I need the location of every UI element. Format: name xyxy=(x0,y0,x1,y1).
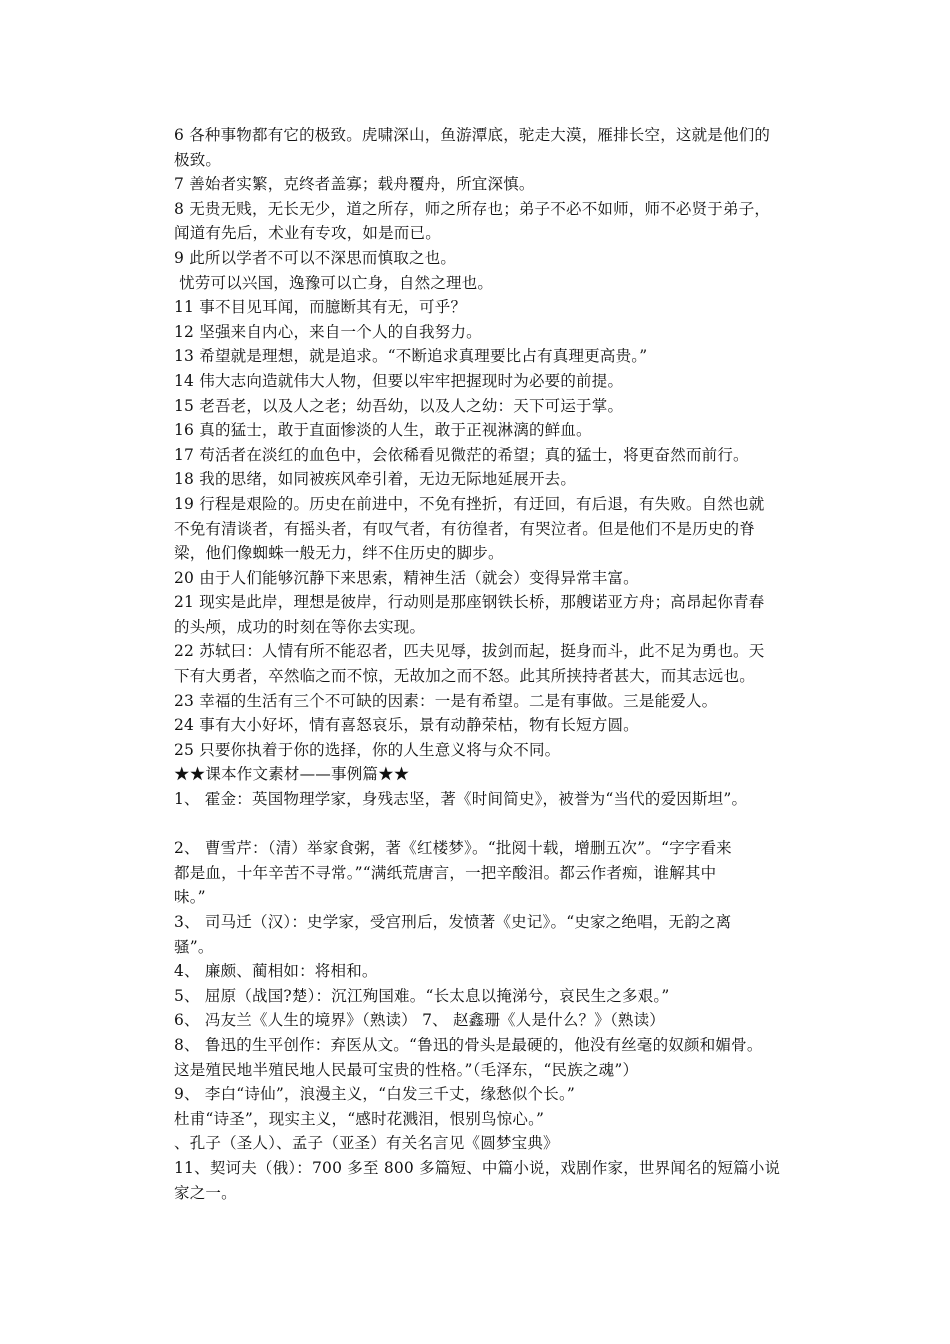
text-line: 极致。 xyxy=(174,150,222,169)
text-line: 1、 霍金：英国物理学家，身残志坚，著《时间简史》，被誉为“当代的爱因斯坦”。 xyxy=(174,790,748,809)
text-line: 20 由于人们能够沉静下来思索，精神生活（就会）变得异常丰富。 xyxy=(174,568,639,587)
text-line: 不免有清谈者，有摇头者，有叹气者，有彷徨者，有哭泣者。但是他们不是历史的脊 xyxy=(174,519,755,538)
text-line: 25 只要你执着于你的选择，你的人生意义将与众不同。 xyxy=(174,740,561,759)
text-line: 19 行程是艰险的。历史在前进中，不免有挫折，有迂回，有后退，有失败。自然也就 xyxy=(174,494,765,513)
text-line: 11 事不目见耳闻，而臆断其有无，可乎？ xyxy=(174,298,467,317)
text-line: 21 现实是此岸，理想是彼岸，行动则是那座钢铁长桥，那艘诺亚方舟；高昂起你青春 xyxy=(174,593,765,612)
text-line: 24 事有大小好坏，情有喜怒哀乐，景有动静荣枯，物有长短方圆。 xyxy=(174,716,639,735)
text-line: 下有大勇者，卒然临之而不惊，无故加之而不怒。此其所挟持者甚大，而其志远也。 xyxy=(174,667,755,686)
text-line: 梁，他们像蜘蛛一般无力，绊不住历史的脚步。 xyxy=(174,544,504,563)
text-line: 23 幸福的生活有三个不可缺的因素：一是有希望。二是有事做。三是能爱人。 xyxy=(174,691,718,710)
text-line: 12 坚强来自内心，来自一个人的自我努力。 xyxy=(174,322,482,341)
text-line: 6、 冯友兰《人生的境界》（熟读） 7、 赵鑫珊《人是什么？》（熟读） xyxy=(174,1011,666,1030)
text-line: 11、契诃夫（俄）：700 多至 800 多篇短、中篇小说，戏剧作家，世界闻名的短篇小说 xyxy=(174,1158,781,1177)
text-line: 家之一。 xyxy=(174,1183,237,1202)
blank-line xyxy=(174,812,814,837)
text-line: 、孔子（圣人）、孟子（亚圣）有关名言见《圆梦宝典》 xyxy=(174,1134,559,1153)
text-line: 16 真的猛士，敢于直面惨淡的人生，敢于正视淋漓的鲜血。 xyxy=(174,421,592,440)
text-line: 8、 鲁迅的生平创作：弃医从文。“鲁迅的骨头是最硬的，他没有丝毫的奴颜和媚骨。 xyxy=(174,1035,763,1054)
section-heading: ★★课本作文素材——事例篇★★ xyxy=(174,765,410,784)
document-body xyxy=(174,123,814,1205)
text-line: 骚”。 xyxy=(174,937,214,956)
text-line: 13 希望就是理想，就是追求。“不断追求真理要比占有真理更高贵。” xyxy=(174,347,648,366)
text-line: 17 苟活者在淡红的血色中，会依稀看见微茫的希望；真的猛士，将更奋然而前行。 xyxy=(174,445,749,464)
text-line: 9 此所以学者不可以不深思而慎取之也。 xyxy=(174,248,457,267)
text-line: 9、 李白“诗仙”，浪漫主义，“白发三千丈，缘愁似个长。” xyxy=(174,1085,576,1104)
text-line: 2、 曹雪芹：（清）举家食粥，著《红楼梦》。“批阅十载，增删五次”。“字字看来 xyxy=(174,839,732,858)
text-line: 闻道有先后，术业有专攻，如是而已。 xyxy=(174,224,441,243)
text-line: 7 善始者实繁，克终者盖寡；载舟覆舟，所宜深慎。 xyxy=(174,175,535,194)
text-line: 18 我的思绪，如同被疾风牵引着，无边无际地延展开去。 xyxy=(174,470,577,489)
text-line: 5、 屈原（战国?楚）：沉江殉国难。“长太息以掩涕兮，哀民生之多艰。” xyxy=(174,986,670,1005)
text-line: 3、 司马迁（汉）：史学家，受宫刑后，发愤著《史记》。“史家之绝唱，无韵之离 xyxy=(174,913,732,931)
text-line: 这是殖民地半殖民地人民最可宝贵的性格。”（毛泽东，“民族之魂”） xyxy=(174,1060,639,1079)
text-line: 都是血，十年辛苦不寻常。”“满纸荒唐言，一把辛酸泪。都云作者痴，谁解其中 xyxy=(174,863,717,882)
text-line: 味。” xyxy=(174,888,206,907)
text-line: 15 老吾老，以及人之老；幼吾幼，以及人之幼：天下可运于掌。 xyxy=(174,396,624,415)
text-line: 的头颅，成功的时刻在等你去实现。 xyxy=(174,617,426,636)
text-line: 8 无贵无贱，无长无少，道之所存，师之所存也；弟子不必不如师，师不必贤于弟子， xyxy=(174,199,771,218)
text-line: 6 各种事物都有它的极致。虎啸深山，鱼游潭底，驼走大漠，雁排长空，这就是他们的 xyxy=(174,126,771,144)
text-line: 4、 廉颇、蔺相如：将相和。 xyxy=(174,962,378,981)
text-line: 忧劳可以兴国，逸豫可以亡身，自然之理也。 xyxy=(174,273,494,292)
text-line: 22 苏轼曰：人情有所不能忍者，匹夫见辱，拔剑而起，挺身而斗，此不足为勇也。天 xyxy=(174,642,765,661)
text-line: 14 伟大志向造就伟大人物，但要以牢牢把握现时为必要的前提。 xyxy=(174,371,624,390)
text-line: 杜甫“诗圣”，现实主义，“感时花溅泪，恨别鸟惊心。” xyxy=(174,1109,545,1128)
